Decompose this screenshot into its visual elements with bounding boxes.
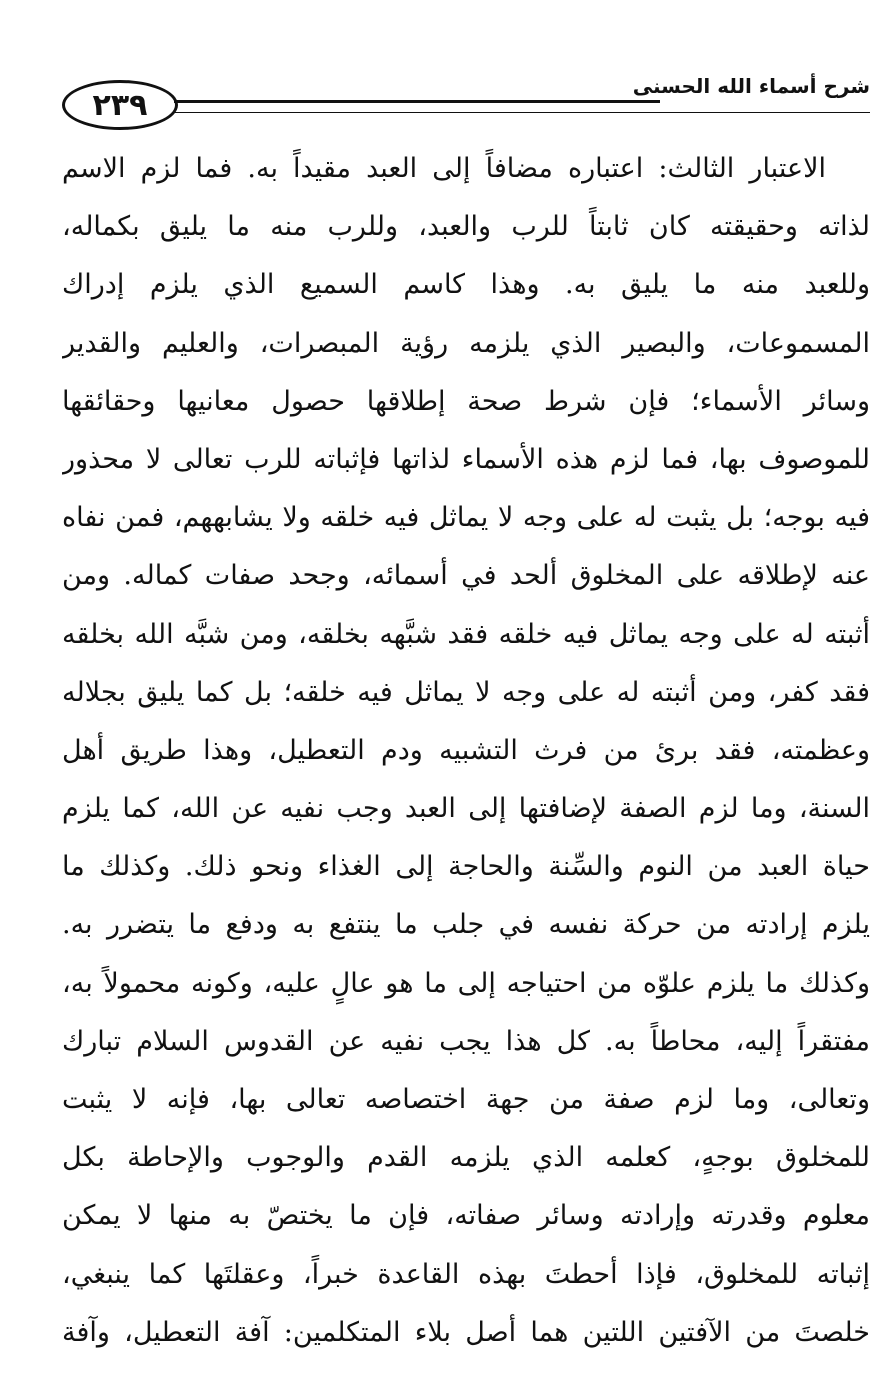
text-line: للموصوف بها، فما لزم هذه الأسماء لذاتها فإثباته للرب تعالى لا محذور [62, 443, 870, 475]
text-line: وعظمته، فقد برئ من فرث التشبيه ودم التعطيل، وهذا طريق أهل [62, 734, 870, 766]
text-line: وللعبد منه ما يليق به. وهذا كاسم السميع الذي يلزم إدراك [62, 269, 870, 301]
text-line: لذاته وحقيقته كان ثابتاً للرب والعبد، وللرب منه ما يليق بكماله، [62, 211, 870, 243]
text-line: فيه بوجه؛ بل يثبت له على وجه لا يماثل فيه خلقه ولا يشابههم، فمن نفاه [62, 502, 870, 534]
text-line: حياة العبد من النوم والسِّنة والحاجة إلى الغذاء ونحو ذلك. وكذلك ما [62, 851, 870, 883]
header-rule-thin [174, 112, 870, 113]
text-line: للمخلوق بوجهٍ، كعلمه الذي يلزمه القدم والوجوب والإحاطة بكل [62, 1142, 870, 1174]
text-line: الاعتبار الثالث: اعتباره مضافاً إلى العبد مقيداً به. فما لزم الاسم [62, 153, 826, 184]
text-line: أثبته له على وجه يماثل فيه خلقه فقد شبَّهه بخلقه، ومن شبَّه الله بخلقه [62, 618, 870, 650]
header-rule-thick [174, 100, 660, 103]
text-line: عنه لإطلاقه على المخلوق ألحد في أسمائه، وجحد صفات كماله. ومن [62, 560, 870, 592]
text-line: المسموعات، والبصير الذي يلزمه رؤية المبصرات، والعليم والقدير [62, 327, 870, 359]
text-line: فقد كفر، ومن أثبته له على وجه لا يماثل فيه خلقه؛ بل كما يليق بجلاله [62, 676, 870, 708]
text-line: السنة، وما لزم الصفة لإضافتها إلى العبد وجب نفيه عن الله، كما يلزم [62, 793, 870, 825]
body-text [62, 140, 870, 1362]
text-line: يلزم إرادته من حركة نفسه في جلب ما ينتفع به ودفع ما يتضرر به. [62, 909, 870, 941]
text-line: إثباته للمخلوق، فإذا أحطتَ بهذه القاعدة خبراً، وعقلتَها كما ينبغي، [62, 1258, 870, 1290]
text-line: مفتقراً إليه، محاطاً به. كل هذا يجب نفيه عن القدوس السلام تبارك [62, 1025, 870, 1057]
text-line: وسائر الأسماء؛ فإن شرط صحة إطلاقها حصول معانيها وحقائقها [62, 385, 870, 417]
text-line: معلوم وقدرته وإرادته وسائر صفاته، فإن ما يختصّ به منها لا يمكن [62, 1200, 870, 1232]
page-header [62, 72, 870, 138]
text-line: وكذلك ما يلزم علوّه من احتياجه إلى ما هو عالٍ عليه، وكونه محمولاً به، [62, 967, 870, 999]
text-line: وتعالى، وما لزم صفة من جهة اختصاصه تعالى بها، فإنه لا يثبت [62, 1084, 870, 1115]
running-title: شرح أسماء الله الحسنى [632, 74, 870, 98]
text-line: خلصتَ من الآفتين اللتين هما أصل بلاء المتكلمين: آفة التعطيل، وآفة [62, 1316, 870, 1348]
page-number: ٢٣٩ [62, 80, 178, 130]
